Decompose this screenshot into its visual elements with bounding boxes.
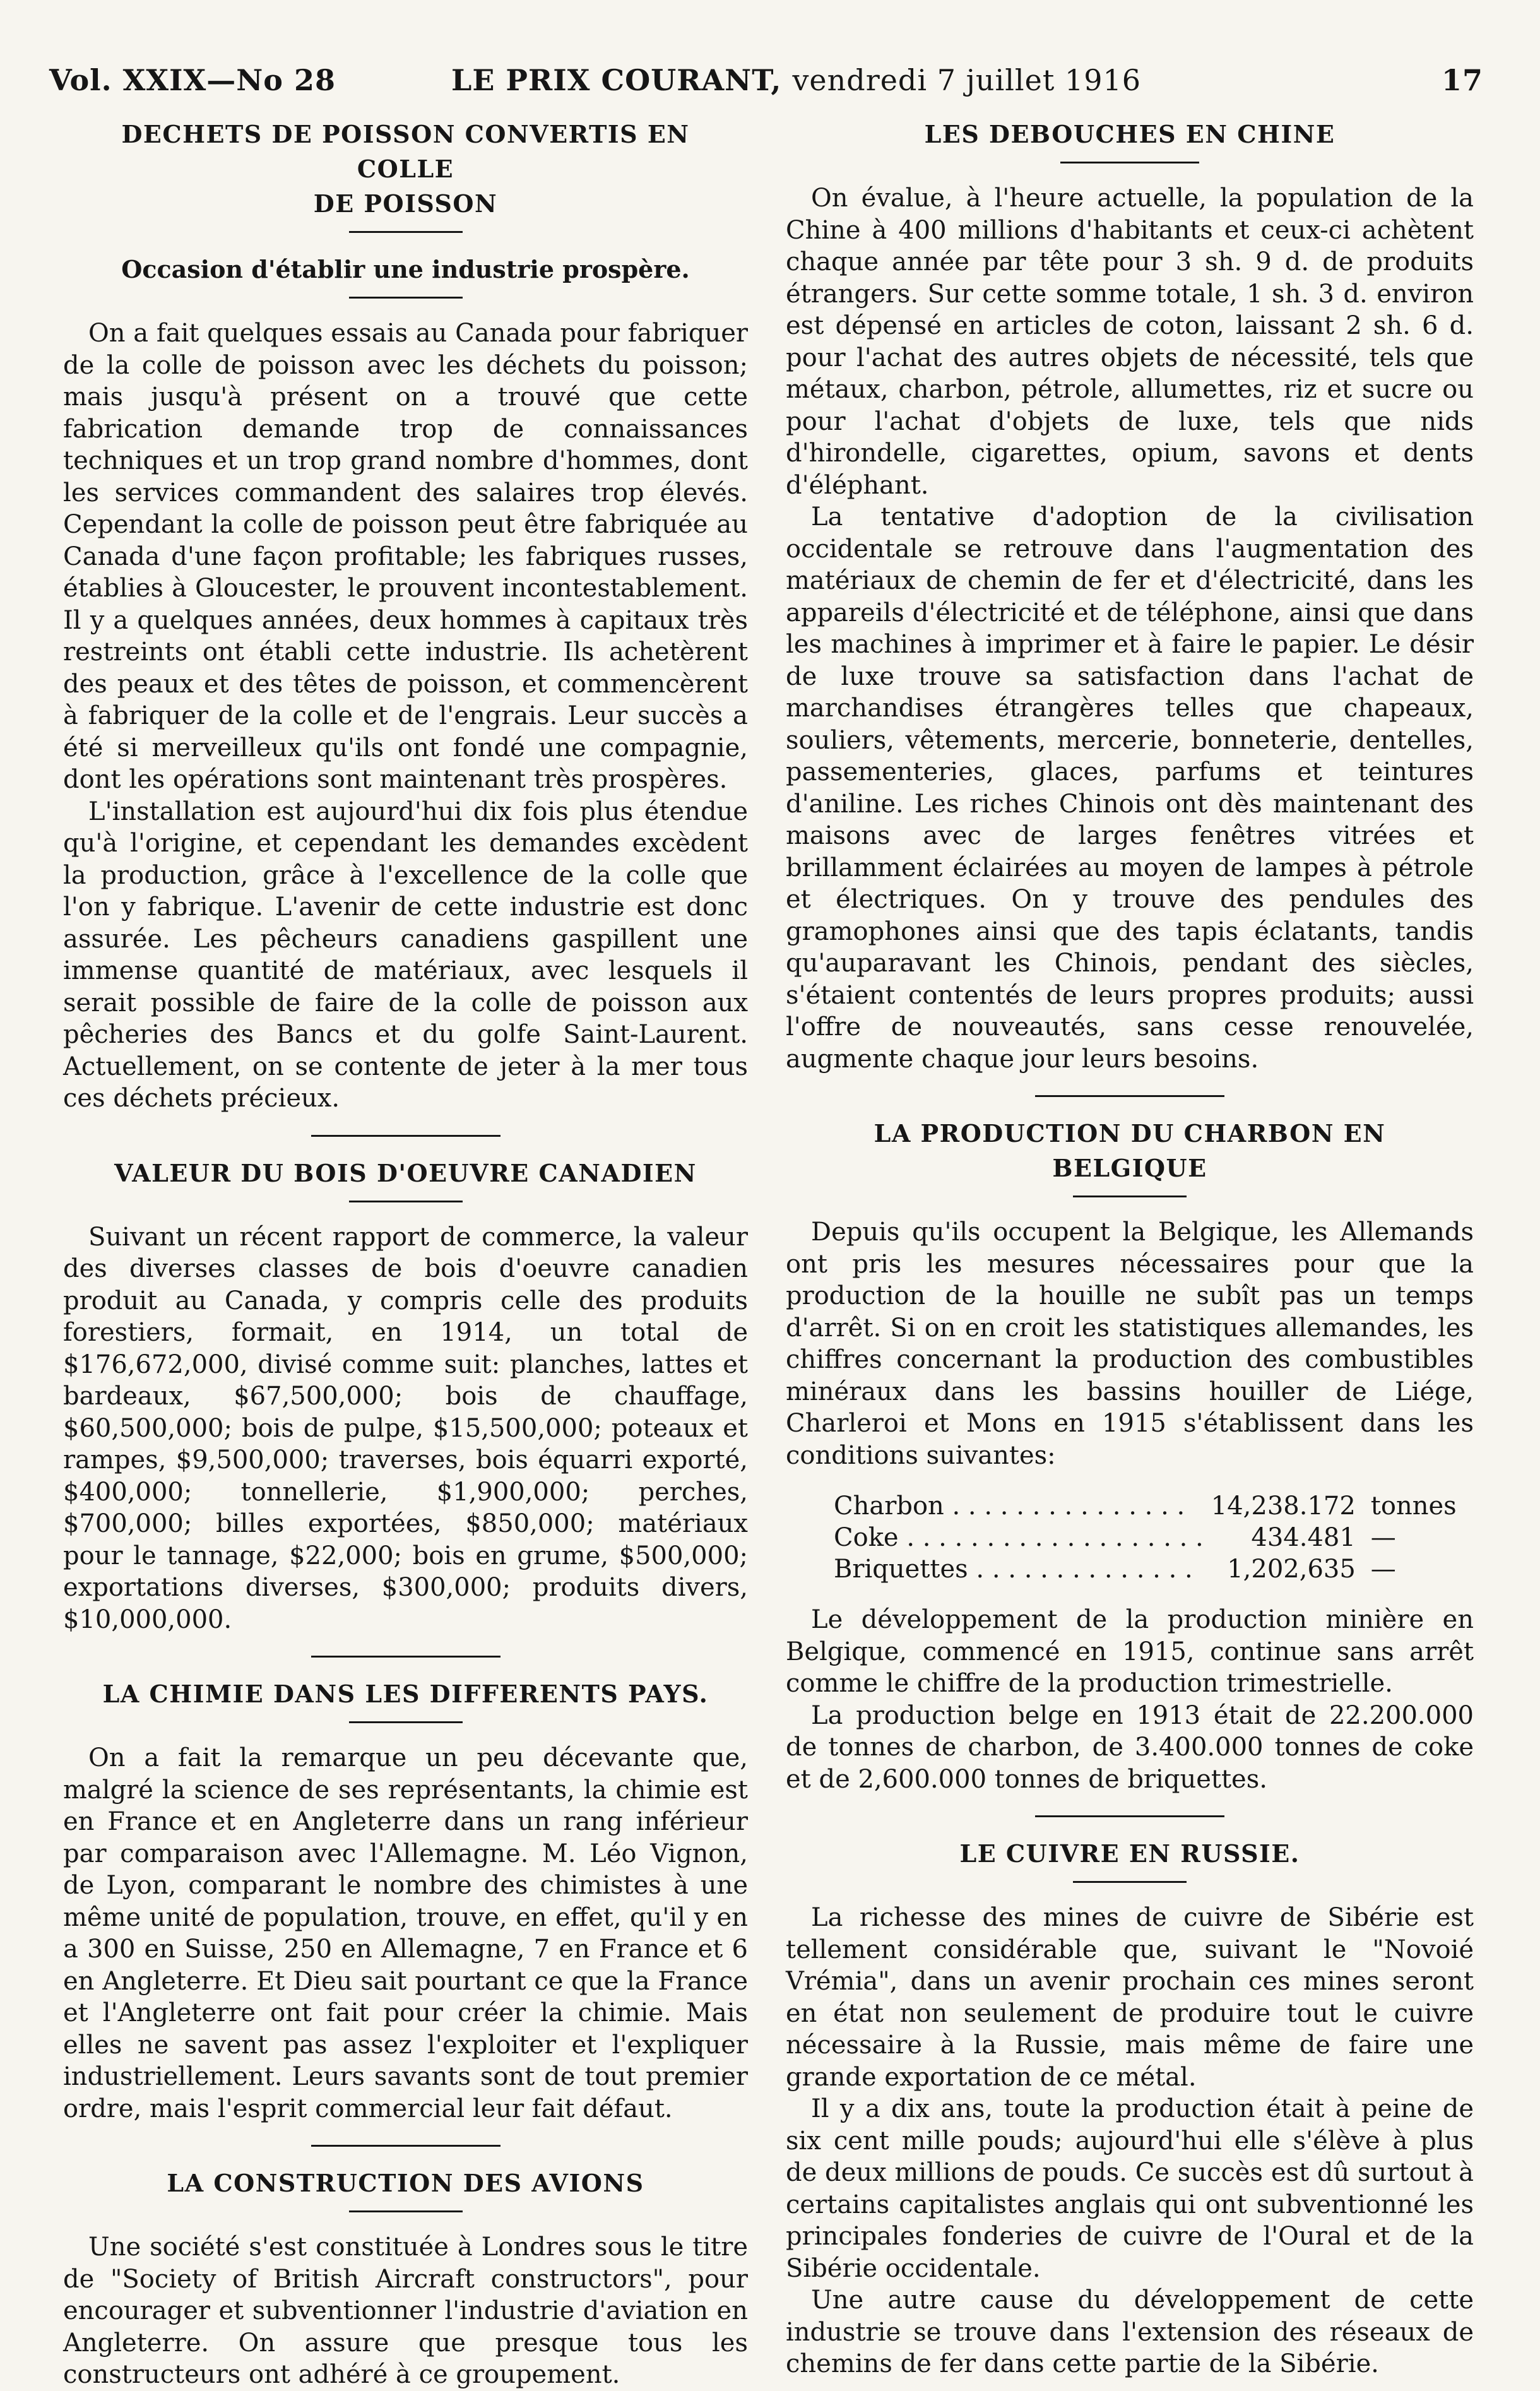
subtitle-rule bbox=[349, 297, 463, 299]
table-row bbox=[830, 1490, 1460, 1522]
section-separator bbox=[1035, 1095, 1224, 1097]
article-title: LE CUIVRE EN RUSSIE. bbox=[959, 1839, 1300, 1868]
right-column bbox=[786, 117, 1474, 2380]
row-label: Coke . . . . . . . . . . . . . . . . . . . bbox=[834, 1523, 1204, 1552]
publication-name: LE PRIX COURANT, bbox=[451, 63, 782, 97]
article-paragraph: On évalue, à l'heure actuelle, la population de la Chine à 400 millions d'habitants et ceux-ci achètent chaque année par tête pour 3 sh. 9 d. de produits étrangers. Sur cette somme totale, 1 sh. 3 d. environ est dépensé en articles de coton, laissant 2 sh. 6 d. pour l'achat des autres objets de nécessité, tels que métaux, charbon, pétrole, allumettes, riz et sucre ou pour l'achat d'objets de luxe, tels que nids d'hirondelle, cigarettes, opium, savons et dents d'éléphant. bbox=[786, 184, 1474, 500]
article-subtitle: Occasion d'établir une industrie prospère. bbox=[121, 255, 690, 283]
article-paragraph: On a fait quelques essais au Canada pour fabriquer de la colle de poisson avec les déchets du poisson; mais jusqu'à présent on a trouvé que cette fabrication demande trop de connaissances techniques et un trop grand nombre d'hommes, dont les services commandent des salaires trop élevés. Cependant la colle de poisson peut être fabriquée au Canada d'une façon profitable; les fabriques russes, établies à Gloucester, le prouvent incontestablement. Il y a quelques années, deux hommes à capitaux très restreints ont établi cette industrie. Ils achetèrent des peaux et des têtes de poisson, et commencèrent à fabriquer de la colle et de l'engrais. Leur succès a été si merveilleux qu'ils ont fondé une compagnie, dont les opérations sont maintenant très prospères. bbox=[63, 319, 748, 794]
left-column bbox=[63, 117, 748, 2391]
article-paragraph: On a fait la remarque un peu décevante que, malgré la science de ses représentants, la chimie est en France et en Angleterre dans un rang inférieur par comparaison avec l'Allemagne. M. Léo Vignon, de Lyon, comparant le nombre des chimistes à une même unité de population, trouve, en effet, qu'il y en a 300 en Suisse, 250 en Allemagne, 7 en France et 6 en Angleterre. Et Dieu sait pourtant ce que la France et l'Angleterre ont fait pour créer la chimie. Mais elles ne savent pas assez l'exploiter et l'expliquer industriellement. Leurs savants sont de tout premier ordre, mais l'esprit commercial leur fait défaut. bbox=[63, 1743, 748, 2123]
article-paragraph: Il y a dix ans, toute la production était à peine de six cent mille pouds; aujourd'hui elle s'élève à plus de deux millions de pouds. Ce succès est dû surtout à certains capitalistes anglais qui ont subventionné les principales fonderies de cuivre de l'Oural et de la Sibérie occidentale. bbox=[786, 2094, 1474, 2283]
article-paragraph: Une autre cause du développement de cette industrie se trouve dans l'extension des réseaux de chemins de fer dans cette partie de la Sibérie. bbox=[786, 2286, 1474, 2378]
title-rule bbox=[349, 1721, 463, 1723]
article-bois bbox=[63, 1156, 748, 1636]
row-label: Charbon . . . . . . . . . . . . . . . bbox=[834, 1492, 1185, 1521]
row-unit: tonnes bbox=[1370, 1492, 1457, 1521]
page-header bbox=[38, 52, 1502, 102]
title-rule bbox=[1073, 1196, 1187, 1197]
row-value: 434.481 bbox=[1251, 1523, 1356, 1552]
article-paragraph: Une société s'est constituée à Londres sous le titre de "Society of British Aircraft constructors", pour encourager et subventionner l'industrie d'aviation en Angleterre. On assure que presque tous les constructeurs ont adhéré à ce groupement. bbox=[63, 2233, 748, 2389]
article-paragraph: L'installation est aujourd'hui dix fois plus étendue qu'à l'origine, et cependant les demandes excèdent la production, grâce à l'excellence de la colle que l'on y fabrique. L'avenir de cette industrie est donc assurée. Les pêcheurs canadiens gaspillent une immense quantité de matériaux, avec lesquels il serait possible de faire de la colle de poisson aux pêcheries des Bancs et du golfe Saint-Laurent. Actuellement, on se contente de jeter à la mer tous ces déchets précieux. bbox=[63, 797, 748, 1113]
issue-date: vendredi 7 juillet 1916 bbox=[792, 63, 1142, 97]
article-avions bbox=[63, 2166, 748, 2391]
section-separator bbox=[311, 1135, 500, 1137]
article-title: DECHETS DE POISSON CONVERTIS EN COLLE DE POISSON bbox=[121, 120, 690, 218]
table-row bbox=[830, 1522, 1460, 1553]
row-label: Briquettes . . . . . . . . . . . . . . bbox=[834, 1555, 1193, 1584]
title-rule bbox=[349, 231, 463, 233]
table-row bbox=[830, 1553, 1460, 1585]
volume-number: Vol. XXIX—No 28 bbox=[49, 63, 336, 97]
article-chine bbox=[786, 117, 1474, 1075]
article-title: LA CHIMIE DANS LES DIFFERENTS PAYS. bbox=[102, 1680, 709, 1708]
production-table bbox=[830, 1490, 1460, 1585]
article-poisson bbox=[63, 117, 748, 1115]
article-title: LA CONSTRUCTION DES AVIONS bbox=[167, 2169, 644, 2197]
article-paragraph: La tentative d'adoption de la civilisation occidentale se retrouve dans l'augmentation des matériaux de chemin de fer et d'électricité, dans les appareils d'électricité et de téléphone, ainsi que dans les machines à imprimer et à faire le papier. Le désir de luxe trouve sa satisfaction dans l'achat de marchandises étrangères telles que chapeaux, souliers, vêtements, mercerie, bonneterie, dentelles, passementeries, glaces, parfums et teintures d'aniline. Les riches Chinois ont dès maintenant des maisons avec de larges fenêtres vitrées et brillamment éclairées au moyen de lampes à pétrole et électriques. On y trouve des pendules des gramophones ainsi que des tapis éclatants, tandis qu'auparavant les Chinois, pendant des siècles, s'étaient contentés de leurs propres produits; aussi l'offre de nouveautés, sans cesse renouvelée, augmente chaque jour leurs besoins. bbox=[786, 502, 1474, 1074]
article-title: VALEUR DU BOIS D'OEUVRE CANADIEN bbox=[114, 1158, 697, 1187]
article-title: LA PRODUCTION DU CHARBON EN BELGIQUE bbox=[874, 1119, 1386, 1182]
article-paragraph: La richesse des mines de cuivre de Sibérie est tellement considérable que, suivant le "Novoié Vrémia", dans un avenir prochain ces mines seront en état non seulement de produire tout le cuivre nécessaire à la Russie, mais même de faire une grande exportation de ce métal. bbox=[786, 1903, 1474, 2092]
row-value: 1,202,635 bbox=[1227, 1555, 1356, 1584]
row-unit: — bbox=[1370, 1523, 1396, 1552]
article-title: LES DEBOUCHES EN CHINE bbox=[924, 120, 1336, 148]
section-separator bbox=[311, 1656, 500, 1658]
article-paragraph: Depuis qu'ils occupent la Belgique, les Allemands ont pris les mesures nécessaires pour que la production de la houille ne subît pas un temps d'arrêt. Si on en croit les statistiques allemandes, les chiffres concernant la production des combustibles minéraux dans les bassins houiller de Liége, Charleroi et Mons en 1915 s'établissent dans les conditions suivantes: bbox=[786, 1218, 1474, 1470]
row-unit: — bbox=[1370, 1555, 1396, 1584]
article-charbon bbox=[786, 1116, 1474, 1795]
title-rule bbox=[1073, 1881, 1187, 1883]
article-cuivre bbox=[786, 1836, 1474, 2380]
title-rule bbox=[349, 1201, 463, 1202]
article-chimie bbox=[63, 1676, 748, 2125]
article-paragraph: Le développement de la production minière en Belgique, commencé en 1915, continue sans arrêt comme le chiffre de la production trimestrielle. bbox=[786, 1605, 1474, 1698]
article-paragraph: La production belge en 1913 était de 22.200.000 de tonnes de charbon, de 3.400.000 tonnes de coke et de 2,600.000 tonnes de briquettes. bbox=[786, 1700, 1474, 1794]
publication-date-line bbox=[451, 63, 1141, 97]
article-paragraph: Suivant un récent rapport de commerce, la valeur des diverses classes de bois d'oeuvre canadien produit au Canada, y compris celle des produits forestiers, formait, en 1914, un total de $176,672,000, divisé comme suit: planches, lattes et bardeaux, $67,500,000; bois de chauffage, $60,500,000; bois de pulpe, $15,500,000; poteaux et rampes, $9,500,000; traverses, bois équarri exporté, $400,000; tonnellerie, $1,900,000; perches, $700,000; billes exportées, $850,000; matériaux pour le tannage, $22,000; bois en grume, $500,000; exportations diverses, $300,000; produits divers, $10,000,000. bbox=[63, 1222, 748, 1634]
row-value: 14,238.172 bbox=[1211, 1492, 1356, 1521]
page-number: 17 bbox=[1441, 63, 1483, 97]
title-rule bbox=[1060, 162, 1199, 163]
section-separator bbox=[311, 2145, 500, 2147]
section-separator bbox=[1035, 1815, 1224, 1817]
title-rule bbox=[349, 2210, 463, 2212]
